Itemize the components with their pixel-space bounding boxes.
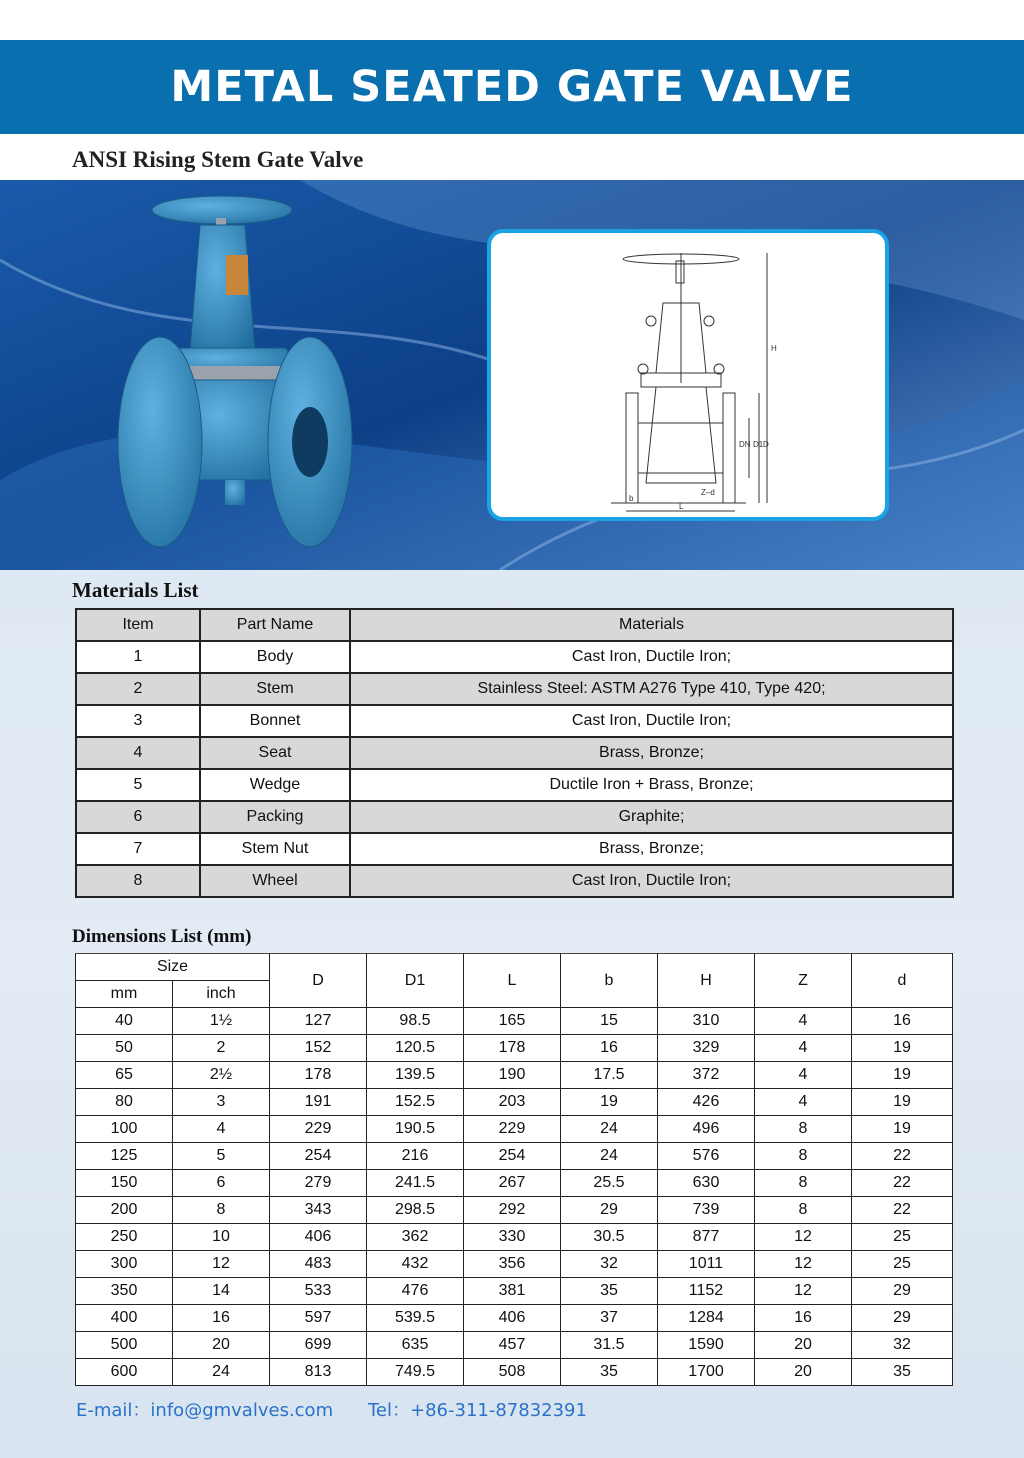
footer-email[interactable]: E-mail：info@gmvalves.com [76,1400,334,1421]
dim-cell-D: 191 [270,1089,367,1116]
dim-cell-d: 25 [852,1224,953,1251]
dim-cell-d: 25 [852,1251,953,1278]
dim-cell-b: 37 [561,1305,658,1332]
dim-cell-D: 483 [270,1251,367,1278]
dimensions-title: Dimensions List (mm) [72,926,252,947]
materials-header-materials: Materials [350,609,953,641]
col-header-D: D [270,954,367,1008]
materials-material-cell: Cast Iron, Ductile Iron; [350,705,953,737]
dim-cell-inch: 10 [173,1224,270,1251]
materials-item-cell: 6 [76,801,200,833]
dim-cell-b: 15 [561,1008,658,1035]
materials-part-cell: Stem [200,673,350,705]
dim-cell-Z: 4 [755,1035,852,1062]
materials-row [76,705,953,737]
dim-cell-d: 19 [852,1062,953,1089]
dim-label-L: L [679,502,684,511]
dimensions-row [76,1224,953,1251]
dim-cell-b: 19 [561,1089,658,1116]
dim-cell-D1: 216 [367,1143,464,1170]
dim-cell-mm: 125 [76,1143,173,1170]
dim-cell-H: 372 [658,1062,755,1089]
dim-cell-Z: 12 [755,1224,852,1251]
dim-cell-H: 426 [658,1089,755,1116]
dim-cell-Z: 12 [755,1278,852,1305]
dim-cell-H: 1152 [658,1278,755,1305]
dim-cell-mm: 40 [76,1008,173,1035]
dimensions-row [76,1278,953,1305]
dim-cell-b: 16 [561,1035,658,1062]
dimensions-row [76,1062,953,1089]
materials-item-cell: 3 [76,705,200,737]
dim-cell-mm: 80 [76,1089,173,1116]
dim-cell-mm: 50 [76,1035,173,1062]
materials-table-body [76,609,953,897]
dim-label-H: H [771,344,777,353]
dim-cell-H: 576 [658,1143,755,1170]
dim-cell-D1: 152.5 [367,1089,464,1116]
dim-cell-inch: 20 [173,1332,270,1359]
dim-cell-inch: 5 [173,1143,270,1170]
materials-item-cell: 7 [76,833,200,865]
dim-cell-H: 1284 [658,1305,755,1332]
dimension-drawing-frame [487,229,889,521]
materials-part-cell: Bonnet [200,705,350,737]
dim-cell-Z: 8 [755,1170,852,1197]
dim-cell-L: 165 [464,1008,561,1035]
materials-part-cell: Body [200,641,350,673]
dim-cell-mm: 150 [76,1170,173,1197]
dim-cell-D1: 432 [367,1251,464,1278]
materials-part-cell: Packing [200,801,350,833]
dim-cell-L: 457 [464,1332,561,1359]
dim-cell-Z: 8 [755,1116,852,1143]
dim-cell-L: 330 [464,1224,561,1251]
dim-cell-mm: 600 [76,1359,173,1386]
dim-cell-Z: 12 [755,1251,852,1278]
materials-header-part: Part Name [200,609,350,641]
materials-item-cell: 1 [76,641,200,673]
dim-cell-L: 292 [464,1197,561,1224]
dimensions-row [76,1008,953,1035]
dim-cell-inch: 8 [173,1197,270,1224]
materials-item-cell: 8 [76,865,200,897]
materials-part-cell: Stem Nut [200,833,350,865]
dim-cell-D: 152 [270,1035,367,1062]
dim-cell-Z: 8 [755,1197,852,1224]
dim-cell-d: 22 [852,1197,953,1224]
dimensions-row [76,1305,953,1332]
materials-item-cell: 2 [76,673,200,705]
materials-header-row [76,609,953,641]
dim-cell-b: 31.5 [561,1332,658,1359]
dimensions-row [76,1089,953,1116]
mm-header: mm [76,981,173,1008]
dim-cell-d: 29 [852,1305,953,1332]
dim-cell-Z: 4 [755,1062,852,1089]
dimensions-row [76,1116,953,1143]
col-header-D1: D1 [367,954,464,1008]
dim-cell-D1: 476 [367,1278,464,1305]
dim-cell-inch: 1½ [173,1008,270,1035]
materials-material-cell: Brass, Bronze; [350,737,953,769]
dim-cell-D1: 749.5 [367,1359,464,1386]
materials-row [76,769,953,801]
dim-cell-b: 32 [561,1251,658,1278]
materials-item-cell: 5 [76,769,200,801]
dim-cell-L: 203 [464,1089,561,1116]
dim-cell-d: 19 [852,1116,953,1143]
dim-cell-mm: 300 [76,1251,173,1278]
dim-cell-inch: 2½ [173,1062,270,1089]
dim-cell-inch: 14 [173,1278,270,1305]
dim-cell-D: 406 [270,1224,367,1251]
dim-cell-H: 329 [658,1035,755,1062]
dim-cell-inch: 4 [173,1116,270,1143]
dim-cell-D: 178 [270,1062,367,1089]
materials-title: Materials List [72,578,199,602]
dim-cell-mm: 200 [76,1197,173,1224]
dim-cell-Z: 4 [755,1008,852,1035]
materials-row [76,673,953,705]
dimensions-row [76,1143,953,1170]
dim-cell-D1: 635 [367,1332,464,1359]
dim-cell-mm: 350 [76,1278,173,1305]
dim-cell-H: 877 [658,1224,755,1251]
dim-cell-Z: 20 [755,1332,852,1359]
materials-material-cell: Cast Iron, Ductile Iron; [350,865,953,897]
dim-cell-L: 406 [464,1305,561,1332]
materials-material-cell: Stainless Steel: ASTM A276 Type 410, Type 420; [350,673,953,705]
page-title: METAL SEATED GATE VALVE [170,62,854,112]
dim-cell-L: 190 [464,1062,561,1089]
dimensions-row [76,1197,953,1224]
materials-table [75,608,954,898]
dim-cell-D: 127 [270,1008,367,1035]
dimensions-row [76,1251,953,1278]
dim-cell-mm: 65 [76,1062,173,1089]
dim-label-D1: D1 [753,440,764,449]
dimensions-row [76,1332,953,1359]
col-header-b: b [561,954,658,1008]
materials-part-cell: Wheel [200,865,350,897]
dim-label-D: D [763,440,769,449]
dim-cell-d: 16 [852,1008,953,1035]
materials-part-cell: Wedge [200,769,350,801]
dim-cell-mm: 500 [76,1332,173,1359]
dim-cell-L: 508 [464,1359,561,1386]
dim-cell-b: 25.5 [561,1170,658,1197]
dimensions-row [76,1035,953,1062]
dim-cell-d: 35 [852,1359,953,1386]
materials-item-cell: 4 [76,737,200,769]
dim-cell-inch: 3 [173,1089,270,1116]
size-header: Size [76,954,270,981]
dim-cell-D: 699 [270,1332,367,1359]
dim-cell-D: 813 [270,1359,367,1386]
dim-cell-D1: 120.5 [367,1035,464,1062]
dim-label-DN: DN [739,440,751,449]
dim-cell-b: 35 [561,1359,658,1386]
dim-cell-H: 1700 [658,1359,755,1386]
materials-row [76,865,953,897]
footer-tel[interactable]: Tel：+86-311-87832391 [368,1400,587,1421]
dim-cell-mm: 100 [76,1116,173,1143]
dim-cell-Z: 20 [755,1359,852,1386]
dim-cell-b: 30.5 [561,1224,658,1251]
materials-material-cell: Cast Iron, Ductile Iron; [350,641,953,673]
dimensions-row [76,1359,953,1386]
dim-cell-H: 1590 [658,1332,755,1359]
materials-header-item: Item [76,609,200,641]
dim-cell-L: 229 [464,1116,561,1143]
dim-cell-Z: 4 [755,1089,852,1116]
dim-cell-inch: 2 [173,1035,270,1062]
dim-cell-L: 381 [464,1278,561,1305]
dim-cell-D1: 139.5 [367,1062,464,1089]
dim-cell-H: 310 [658,1008,755,1035]
inch-header: inch [173,981,270,1008]
materials-part-cell: Seat [200,737,350,769]
dimensions-table-body [76,954,953,1386]
dim-label-zd: Z–d [701,488,715,497]
dim-cell-b: 24 [561,1116,658,1143]
col-header-d: d [852,954,953,1008]
materials-material-cell: Ductile Iron + Brass, Bronze; [350,769,953,801]
dim-cell-Z: 16 [755,1305,852,1332]
dim-cell-H: 496 [658,1116,755,1143]
col-header-L: L [464,954,561,1008]
dim-cell-b: 17.5 [561,1062,658,1089]
gate-valve-drawing [491,233,885,517]
dim-cell-mm: 250 [76,1224,173,1251]
dim-cell-d: 22 [852,1170,953,1197]
dimensions-row [76,1170,953,1197]
dim-cell-L: 356 [464,1251,561,1278]
dim-cell-d: 32 [852,1332,953,1359]
col-header-Z: Z [755,954,852,1008]
materials-row [76,641,953,673]
dim-cell-D1: 98.5 [367,1008,464,1035]
materials-material-cell: Brass, Bronze; [350,833,953,865]
dim-cell-D1: 362 [367,1224,464,1251]
dim-cell-H: 1011 [658,1251,755,1278]
dim-cell-D1: 298.5 [367,1197,464,1224]
dim-cell-D1: 241.5 [367,1170,464,1197]
dim-cell-L: 254 [464,1143,561,1170]
dim-cell-inch: 24 [173,1359,270,1386]
dim-cell-H: 630 [658,1170,755,1197]
dim-cell-L: 267 [464,1170,561,1197]
materials-row [76,737,953,769]
dim-cell-D: 533 [270,1278,367,1305]
dim-cell-inch: 16 [173,1305,270,1332]
dim-cell-D1: 190.5 [367,1116,464,1143]
dimensions-header-row [76,954,953,981]
dim-cell-d: 29 [852,1278,953,1305]
materials-material-cell: Graphite; [350,801,953,833]
dim-cell-b: 35 [561,1278,658,1305]
dim-cell-b: 24 [561,1143,658,1170]
dim-label-b: b [629,494,634,503]
dim-cell-Z: 8 [755,1143,852,1170]
col-header-H: H [658,954,755,1008]
dim-cell-inch: 12 [173,1251,270,1278]
dim-cell-D: 597 [270,1305,367,1332]
dim-cell-L: 178 [464,1035,561,1062]
dim-cell-inch: 6 [173,1170,270,1197]
product-subtitle: ANSI Rising Stem Gate Valve [72,147,364,172]
dim-cell-D1: 539.5 [367,1305,464,1332]
dim-cell-H: 739 [658,1197,755,1224]
materials-row [76,833,953,865]
dim-cell-D: 279 [270,1170,367,1197]
dim-cell-D: 343 [270,1197,367,1224]
dim-cell-D: 254 [270,1143,367,1170]
dim-cell-d: 19 [852,1035,953,1062]
dimensions-table [75,953,953,1386]
dim-cell-d: 22 [852,1143,953,1170]
dim-cell-D: 229 [270,1116,367,1143]
materials-row [76,801,953,833]
dim-cell-d: 19 [852,1089,953,1116]
dim-cell-mm: 400 [76,1305,173,1332]
dim-cell-b: 29 [561,1197,658,1224]
